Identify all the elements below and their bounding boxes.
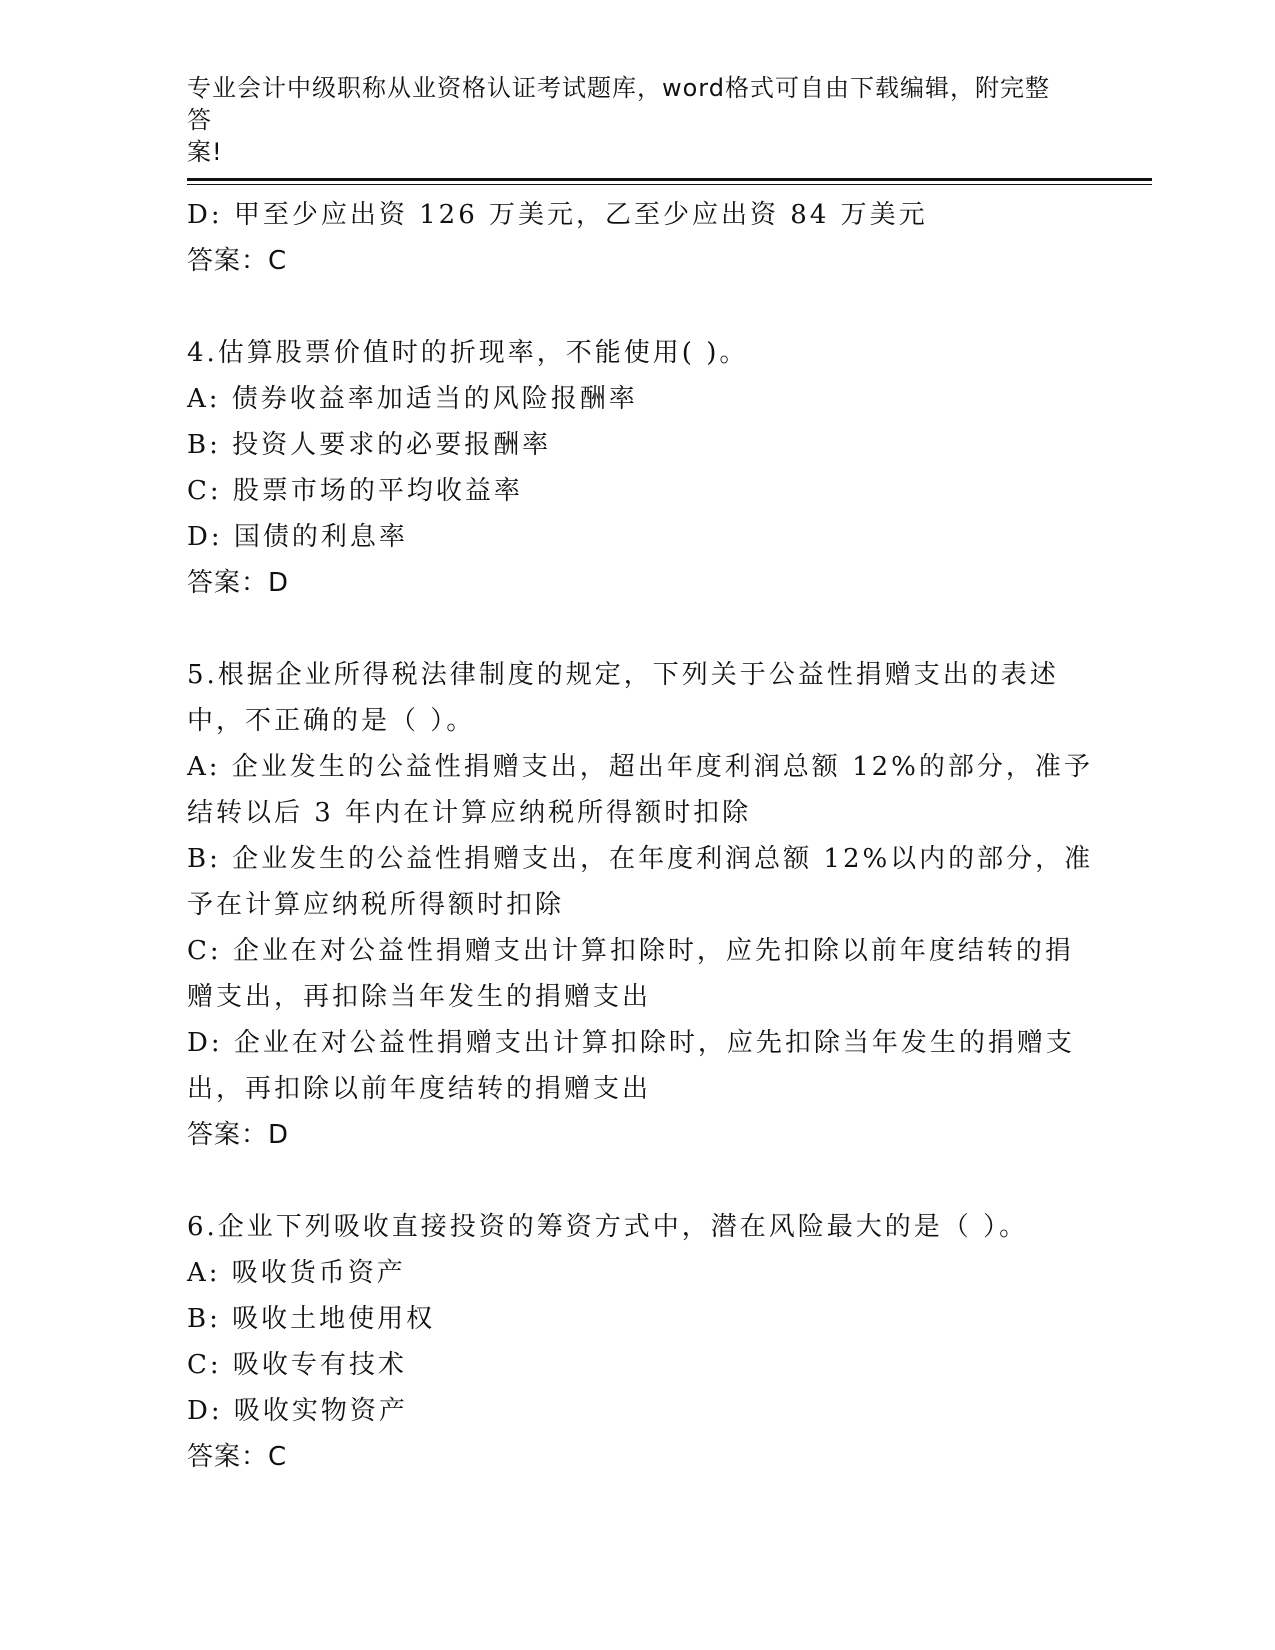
question-5-option-c-line-1: C: 企业在对公益性捐赠支出计算扣除时，应先扣除以前年度结转的捐: [187, 936, 1074, 966]
question-6-option-a: A: 吸收货币资产: [187, 1258, 406, 1288]
header-line-1: 专业会计中级职称从业资格认证考试题库，word格式可自由下载编辑，附完整答: [187, 74, 1050, 134]
page-header: [187, 72, 1067, 168]
header-line-2: 案!: [187, 138, 223, 166]
spacer: [187, 1158, 1087, 1204]
header-divider-thin: [187, 184, 1152, 185]
question-5: [187, 652, 1094, 1158]
header-divider-thick: [187, 178, 1152, 181]
prev-question-answer: 答案：C: [187, 246, 288, 276]
question-5-option-a-line-2: 结转以后 3 年内在计算应纳税所得额时扣除: [187, 798, 752, 828]
question-6-stem: 6.企业下列吸收直接投资的筹资方式中，潜在风险最大的是（ ）。: [187, 1212, 1029, 1242]
question-list: [187, 192, 1094, 1480]
prev-question-option-d: D: 甲至少应出资 126 万美元，乙至少应出资 84 万美元: [187, 200, 928, 230]
question-5-answer: 答案：D: [187, 1120, 290, 1150]
question-5-option-b-line-2: 予在计算应纳税所得额时扣除: [187, 890, 565, 920]
question-5-stem-line-2: 中，不正确的是（ ）。: [187, 706, 476, 736]
question-5-option-d-line-2: 出，再扣除以前年度结转的捐赠支出: [187, 1074, 652, 1104]
question-5-option-a-line-1: A: 企业发生的公益性捐赠支出，超出年度利润总额 12%的部分，准予: [187, 752, 1093, 782]
question-5-option-c-line-2: 赠支出，再扣除当年发生的捐赠支出: [187, 982, 652, 1012]
question-5-option-d-line-1: D: 企业在对公益性捐赠支出计算扣除时，应先扣除当年发生的捐赠支: [187, 1028, 1075, 1058]
question-6: [187, 1204, 1087, 1480]
question-4: [187, 330, 1087, 606]
question-5-option-b-line-1: B: 企业发生的公益性捐赠支出，在年度利润总额 12%以内的部分，准: [187, 844, 1094, 874]
question-4-option-c: C: 股票市场的平均收益率: [187, 476, 523, 506]
question-6-option-c: C: 吸收专有技术: [187, 1350, 407, 1380]
question-4-option-d: D: 国债的利息率: [187, 522, 408, 552]
question-4-answer: 答案：D: [187, 568, 290, 598]
question-6-option-b: B: 吸收土地使用权: [187, 1304, 436, 1334]
question-4-option-a: A: 债券收益率加适当的风险报酬率: [187, 384, 638, 414]
question-5-stem-line-1: 5.根据企业所得税法律制度的规定，下列关于公益性捐赠支出的表述: [187, 660, 1059, 690]
spacer: [187, 606, 1087, 652]
question-6-answer: 答案：C: [187, 1442, 288, 1472]
question-4-option-b: B: 投资人要求的必要报酬率: [187, 430, 552, 460]
spacer: [187, 284, 1087, 330]
question-6-option-d: D: 吸收实物资产: [187, 1396, 408, 1426]
question-4-stem: 4.估算股票价值时的折现率，不能使用( )。: [187, 338, 749, 368]
